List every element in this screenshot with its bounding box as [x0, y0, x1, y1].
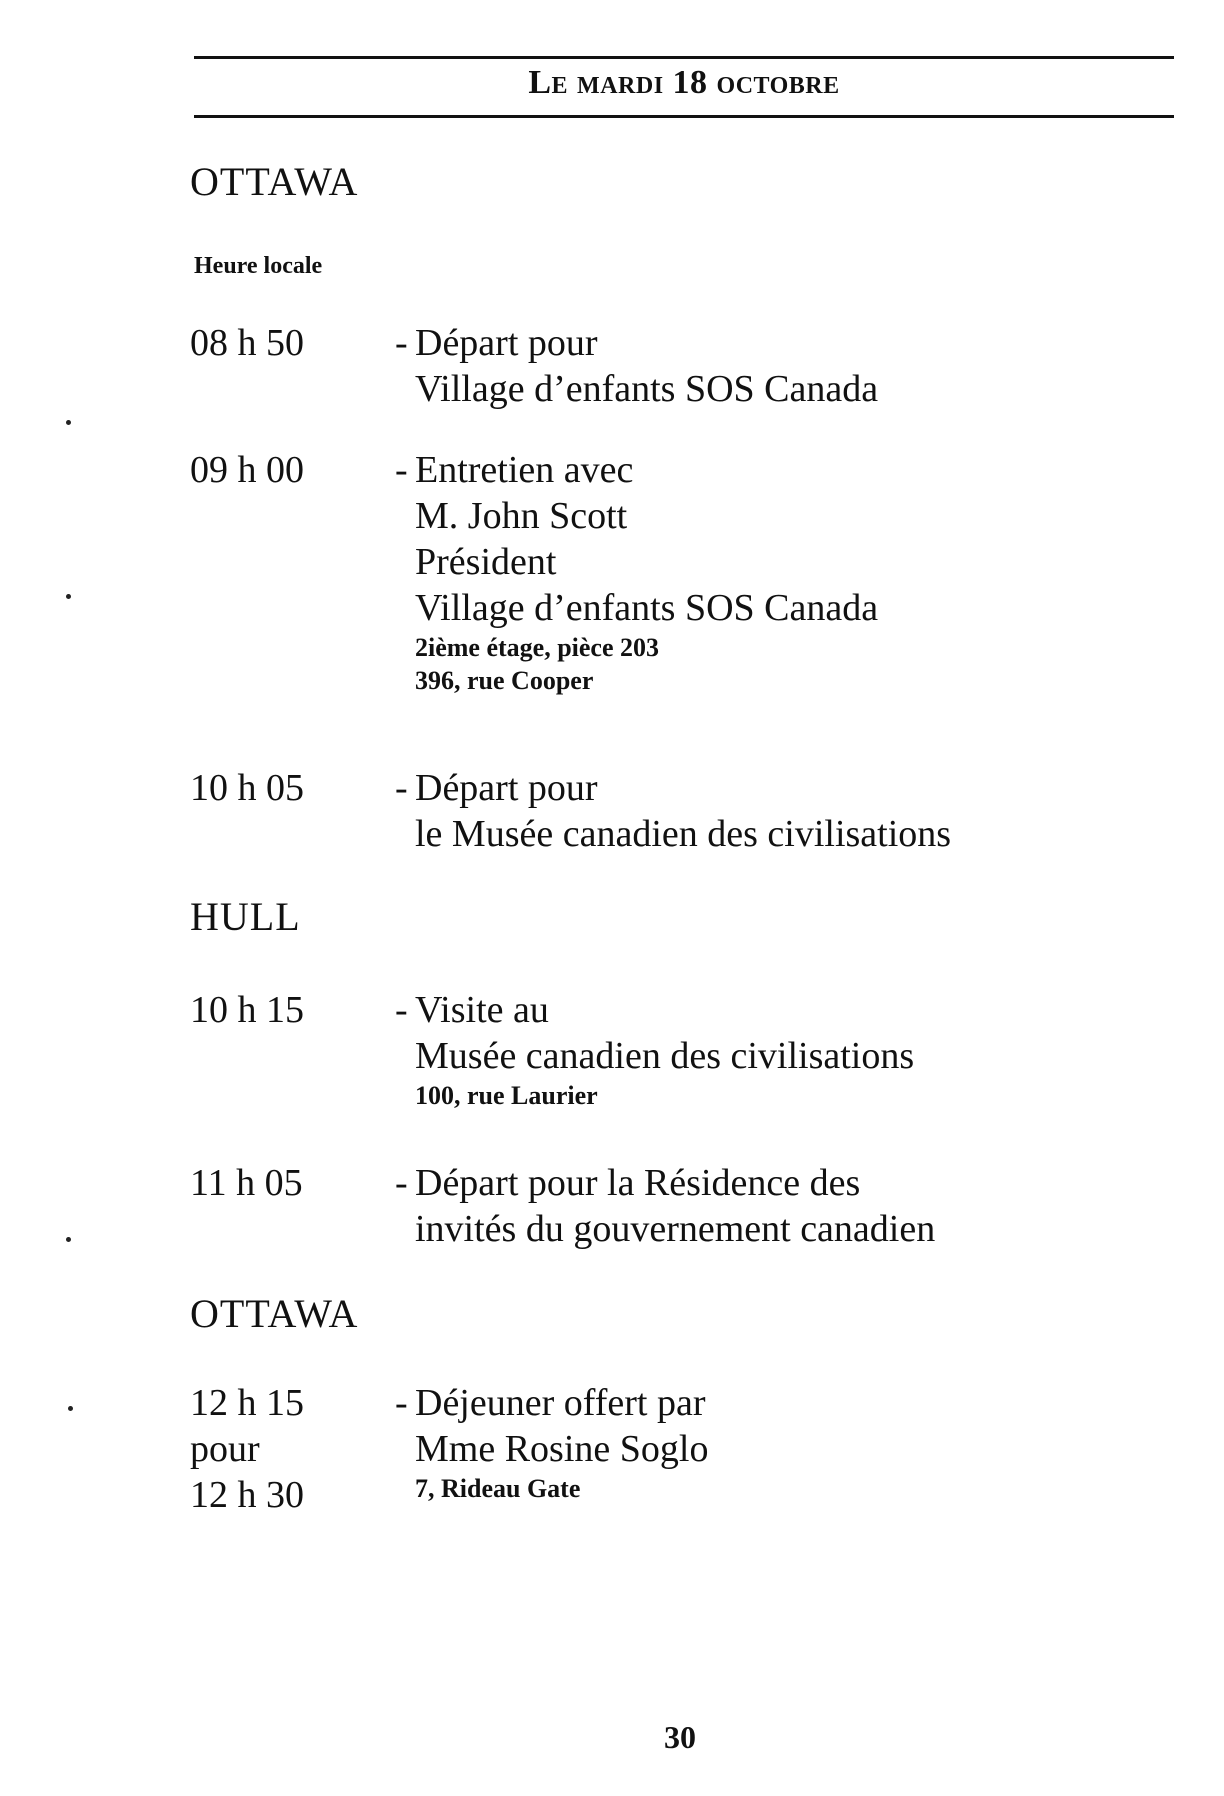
entry-description [395, 987, 915, 1112]
scan-speck [66, 594, 71, 599]
entry-dash: - [395, 767, 408, 809]
entry-address-detail: 2ième étage, pièce 203 [415, 633, 660, 662]
entry-description [395, 320, 879, 412]
entry-time: 11 h 05 [190, 1162, 303, 1204]
entry-line: Départ pour [415, 767, 598, 809]
entry-time-range: 12 h 15 pour 12 h 30 [190, 1382, 304, 1516]
city-heading-ottawa-2: OTTAWA [190, 1291, 359, 1336]
entry-line: Village d’enfants SOS Canada [415, 368, 879, 410]
day-heading: Le mardi 18 octobre [528, 64, 840, 101]
page-number: 30 [664, 1719, 696, 1755]
scan-speck [68, 1406, 73, 1411]
entry-dash: - [395, 1382, 408, 1424]
entry-dash: - [395, 989, 408, 1031]
local-time-note: Heure locale [194, 253, 323, 279]
entry-description [395, 1380, 709, 1505]
city-heading-ottawa-1: OTTAWA [190, 159, 359, 204]
entry-dash: - [395, 449, 408, 491]
entry-dash: - [395, 322, 408, 364]
entry-line: Village d’enfants SOS Canada [415, 587, 879, 629]
bottom-rule [194, 115, 1174, 118]
entry-line: Mme Rosine Soglo [415, 1428, 709, 1470]
entry-description [395, 447, 879, 697]
entry-address-detail: 100, rue Laurier [415, 1081, 598, 1110]
entry-line: Entretien avec [415, 449, 634, 491]
top-rule [194, 56, 1174, 59]
entry-line: le Musée canadien des civilisations [415, 813, 952, 855]
entry-line: Musée canadien des civilisations [415, 1035, 915, 1077]
entry-address-detail: 7, Rideau Gate [415, 1474, 581, 1503]
entry-dash: - [395, 1162, 408, 1204]
entry-line: Déjeuner offert par [415, 1382, 706, 1424]
entry-line: Visite au [415, 989, 549, 1031]
entry-line: invités du gouvernement canadien [415, 1208, 936, 1250]
entry-address-detail: 396, rue Cooper [415, 666, 594, 695]
scan-speck [66, 1237, 71, 1242]
entry-line: M. John Scott [415, 495, 628, 537]
entry-line: Président [415, 541, 557, 583]
entry-line: Départ pour [415, 322, 598, 364]
entry-time: 08 h 50 [190, 322, 304, 364]
city-heading-hull: HULL [190, 894, 301, 939]
entry-time: 10 h 05 [190, 767, 304, 809]
entry-description [395, 1160, 936, 1252]
entry-description [395, 765, 952, 857]
entry-time: 09 h 00 [190, 449, 304, 491]
entry-time: 10 h 15 [190, 989, 304, 1031]
scan-speck [66, 420, 71, 425]
entry-line: Départ pour la Résidence des [415, 1162, 861, 1204]
